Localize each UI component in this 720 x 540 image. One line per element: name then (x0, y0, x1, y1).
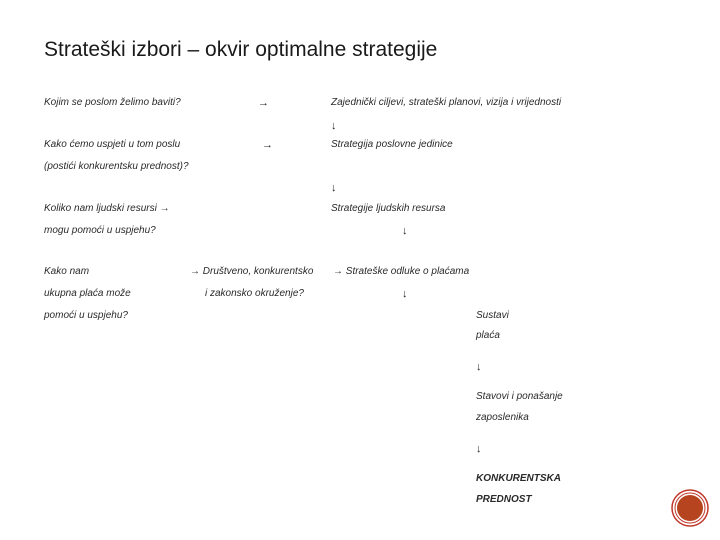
environment-label: → Društveno, konkurentsko (190, 266, 314, 277)
down-arrow-4: ↓ (402, 288, 408, 300)
decorative-circle-logo-icon (671, 489, 709, 527)
down-arrow-5: ↓ (476, 361, 482, 373)
question-pay: Kako nam (44, 266, 90, 277)
answer-hr-strategies: Strategije ljudskih resursa (331, 203, 446, 214)
question-hr-cont: mogu pomoći u uspjehu? (44, 225, 156, 236)
down-arrow-6: ↓ (476, 443, 482, 455)
answer-pay-decisions: → Strateške odluke o plaćama (333, 266, 470, 277)
pay-systems-label: Sustavi (476, 310, 509, 321)
down-arrow-3: ↓ (402, 225, 408, 237)
answer-business-unit-strategy: Strategija poslovne jedinice (331, 139, 453, 150)
question-success: Kako ćemo uspjeti u tom poslu (44, 139, 181, 150)
question-hr: Koliko nam ljudski resursi → (44, 203, 170, 214)
page-title: Strateški izbori – okvir optimalne strategije (44, 38, 438, 61)
question-pay-cont: ukupna plaća može (44, 288, 131, 299)
competitive-advantage-label: KONKURENTSKA (476, 473, 561, 484)
pay-systems-label-cont: plaća (476, 330, 500, 341)
question-success-cont: (postići konkurentsku prednost)? (44, 161, 189, 172)
competitive-advantage-label-cont: PREDNOST (476, 494, 532, 505)
answer-common-goals: Zajednički ciljevi, strateški planovi, vizija i vrijednosti (331, 97, 562, 108)
right-arrow-1: → (258, 97, 269, 109)
environment-label-cont: i zakonsko okruženje? (205, 288, 304, 299)
right-arrow-2: → (262, 139, 273, 151)
down-arrow-2: ↓ (331, 182, 337, 194)
attitudes-label-cont: zaposlenika (476, 412, 529, 423)
question-pay-cont-2: pomoći u uspjehu? (44, 310, 128, 321)
question-business: Kojim se poslom želimo baviti? (44, 97, 181, 108)
down-arrow-1: ↓ (331, 120, 337, 132)
attitudes-label: Stavovi i ponašanje (476, 391, 563, 402)
